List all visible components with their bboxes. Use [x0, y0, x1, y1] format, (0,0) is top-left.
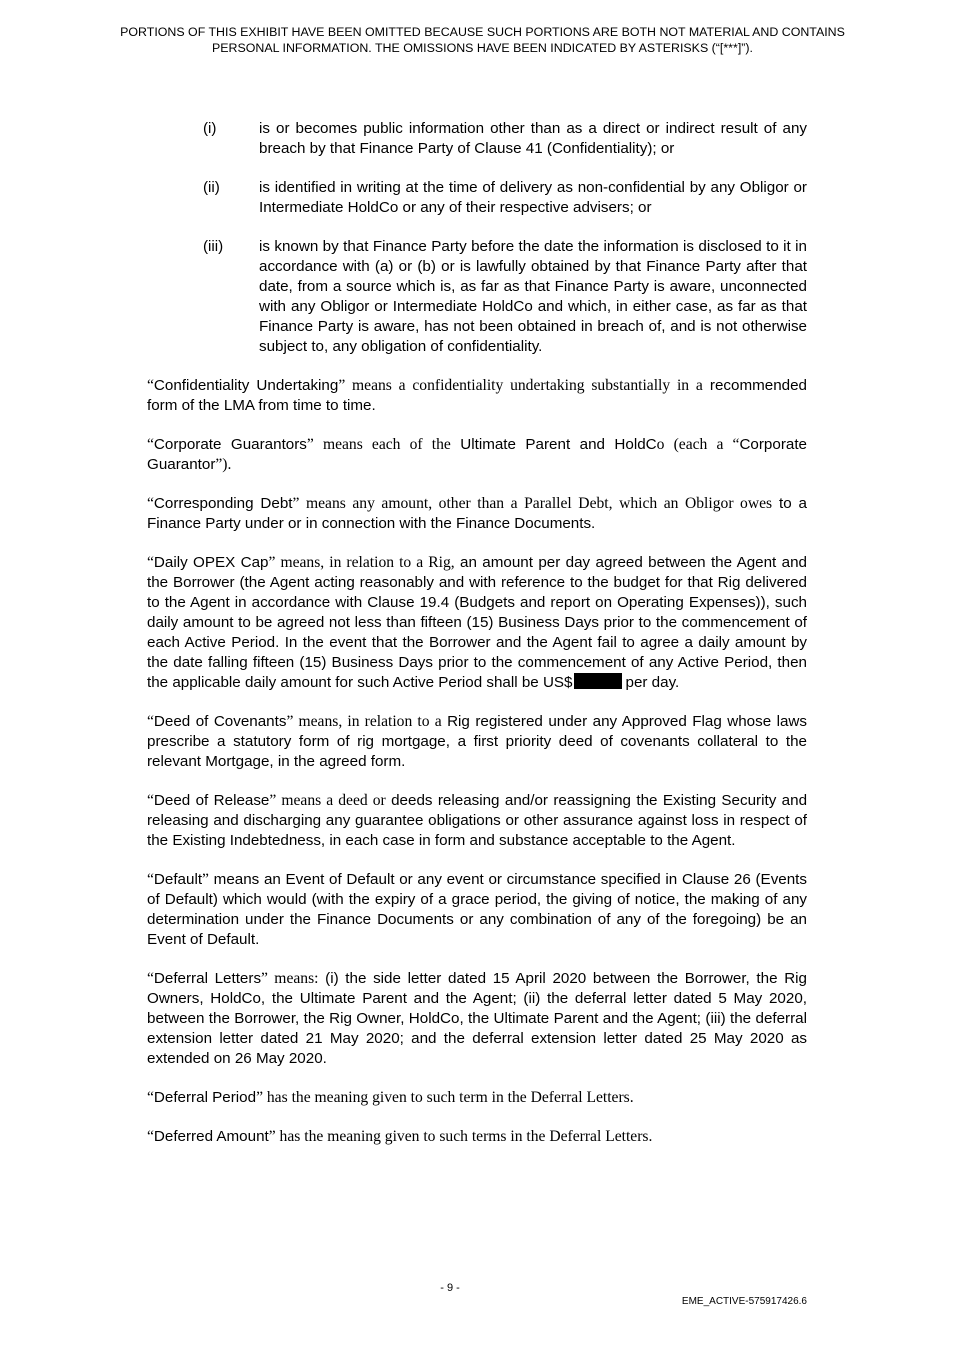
defined-term: Daily OPEX Cap	[153, 554, 269, 571]
definition-text: to a Finance Party under or in connection with the Finance Documents.	[147, 495, 807, 532]
sub-item-iii	[147, 237, 807, 357]
definition-confidentiality-undertaking	[147, 376, 807, 416]
definition-text: per day.	[625, 674, 680, 691]
open-quote: “	[147, 792, 154, 809]
open-quote: “	[147, 436, 154, 453]
definition-text: deeds releasing and/or reassigning the Existing Security and releasing and discharging any guarantee obligations or other assurance against loss in respect of the Existing Indebtedness, in each case in form and substance acceptable to the Agent.	[147, 792, 808, 849]
means-text: means:	[267, 970, 319, 987]
definition-text: an amount per day agreed between the Agent and the Borrower (the Agent acting reasonably and with reference to the budget for that Rig delivered to the Agent in accordance with Clause 19.4 (Budgets and report on Operating Expenses)), such daily amount to be agreed not less than fifteen (15) Business Days prior to the commencement of each Active Period. In the event that the Borrower and the Agent fail to agree a daily amount by the date falling fifteen (15) Business Days prior to the commencement of any Active Period, then the applicable daily amount for such Active Period shall be US$	[147, 554, 807, 691]
page-number: - 9 -	[440, 1282, 460, 1294]
close-quote: ”	[338, 377, 346, 394]
definition-daily-opex-cap	[147, 553, 807, 693]
open-quote: “	[147, 1128, 154, 1145]
defined-term: Corporate Guarantors	[153, 436, 307, 453]
open-quote: “	[147, 713, 154, 730]
open-quote: “	[147, 970, 154, 987]
close-quote: ”	[292, 495, 300, 512]
open-quote: “	[147, 495, 154, 512]
definition-deferral-letters	[147, 969, 807, 1069]
omission-notice: PORTIONS OF THIS EXHIBIT HAVE BEEN OMITTED BECAUSE SUCH PORTIONS ARE BOTH NOT MATERIAL AND CONTAINS PERSONAL INFORMATION. THE OMISSIONS HAVE BEEN INDICATED BY ASTERISKS (“[***]”).	[120, 25, 845, 55]
definition-text: o (each a “	[656, 436, 740, 453]
definition-deferred-amount	[147, 1127, 807, 1147]
means-text: means, in relation to a Rig,	[275, 554, 455, 571]
definition-text: means an Event of Default or any event or circumstance specified in Clause 26 (Events of Default) which would (with the expiry of a grace period, the giving of notice, the making of any determination under the Finance Documents or any combination of any of the foregoing) be an Event of Default.	[147, 871, 807, 948]
definition-corresponding-debt	[147, 494, 807, 534]
defined-term: Deferral Letters	[153, 970, 262, 987]
document-id: EME_ACTIVE-575917426.6	[681, 1296, 807, 1307]
means-text: means, in relation to a	[293, 713, 442, 730]
definition-text: Rig registered under any Approved Flag whose laws prescribe a statutory form of rig mortgage, a first priority deed of covenants collateral to the relevant Mortgage, in the agreed form.	[147, 713, 807, 770]
sub-item-i	[147, 119, 807, 159]
definition-text: has the meaning given to such term in the Deferral Letters.	[262, 1089, 634, 1106]
defined-term: Deferred Amount	[153, 1128, 269, 1145]
sub-item-label: (i)	[203, 120, 217, 137]
close-quote: ”	[306, 436, 314, 453]
open-quote: “	[147, 377, 154, 394]
close-quote: ”	[269, 792, 277, 809]
open-quote: “	[147, 1089, 154, 1106]
close-quote: ”	[286, 713, 294, 730]
means-text: means each of the	[313, 436, 451, 453]
defined-term: Deferral Period	[153, 1089, 257, 1106]
definition-text: has the meaning given to such terms in the Deferral Letters.	[275, 1128, 653, 1145]
defined-term: Confidentiality Undertaking	[153, 377, 339, 394]
means-text: means a confidentiality undertaking substantially in a	[345, 377, 703, 394]
sub-item-label: (iii)	[203, 238, 224, 255]
definition-deed-of-covenants	[147, 712, 807, 772]
close-quote: ”	[256, 1089, 263, 1106]
definition-deed-of-release	[147, 791, 807, 851]
close-quote: ”	[268, 1128, 276, 1145]
definition-text: Ultimate Parent and HoldC	[450, 436, 657, 453]
sub-item-ii	[147, 178, 807, 218]
means-text: means any amount, other than a Parallel Debt, which an Obligor owes	[299, 495, 773, 512]
defined-term: Deed of Release	[153, 792, 270, 809]
sub-item-text: is or becomes public information other than as a direct or indirect result of any breach by that Finance Party of Clause 41 (Confidentiality); or	[259, 120, 807, 157]
definition-text: (i) the side letter dated 15 April 2020 between the Borrower, the Rig Owners, HoldCo, the Ultimate Parent and the Agent; (ii) the deferral letter dated 5 May 2020, between the Borrower, the Rig Owner, HoldCo, the Ultimate Parent and the Agent; (iii) the deferral extension letter dated 21 May 2020; and the deferral extension letter dated 25 May 2020 as extended on 26 May 2020.	[147, 970, 807, 1067]
defined-term: Deed of Covenants	[153, 713, 287, 730]
sub-item-text: is known by that Finance Party before the date the information is disclosed to it in accordance with (a) or (b) or is lawfully obtained by that Finance Party after that date, from a source which is, as far as that Finance Party is aware, unconnected with any Obligor or Intermediate HoldCo and which, in either case, as far as that Finance Party is aware, has not been obtained in breach of, and is not otherwise subject to, any obligation of confidentiality.	[259, 238, 807, 355]
definition-default	[147, 870, 807, 950]
defined-term: Default	[153, 871, 203, 888]
sub-item-text: is identified in writing at the time of delivery as non-confidential by any Obligor or Intermediate HoldCo or any of their respective advisers; or	[259, 179, 807, 216]
definition-corporate-guarantors	[147, 435, 807, 475]
defined-term: Corporate Guarantor	[147, 436, 807, 473]
sub-item-label: (ii)	[203, 179, 220, 196]
close-quote: ”	[202, 871, 209, 888]
defined-term: Corresponding Debt	[153, 495, 293, 512]
close-quote: ”	[268, 554, 276, 571]
document-body	[147, 119, 807, 1166]
open-quote: “	[147, 871, 154, 888]
close-quote: ”	[261, 970, 268, 987]
redaction-box	[574, 673, 622, 689]
open-quote: “	[147, 554, 154, 571]
definition-text: recommended form of the LMA from time to time.	[147, 377, 807, 414]
definition-deferral-period	[147, 1088, 807, 1108]
means-text: means a deed or	[276, 792, 386, 809]
definition-text: ”).	[215, 456, 232, 473]
